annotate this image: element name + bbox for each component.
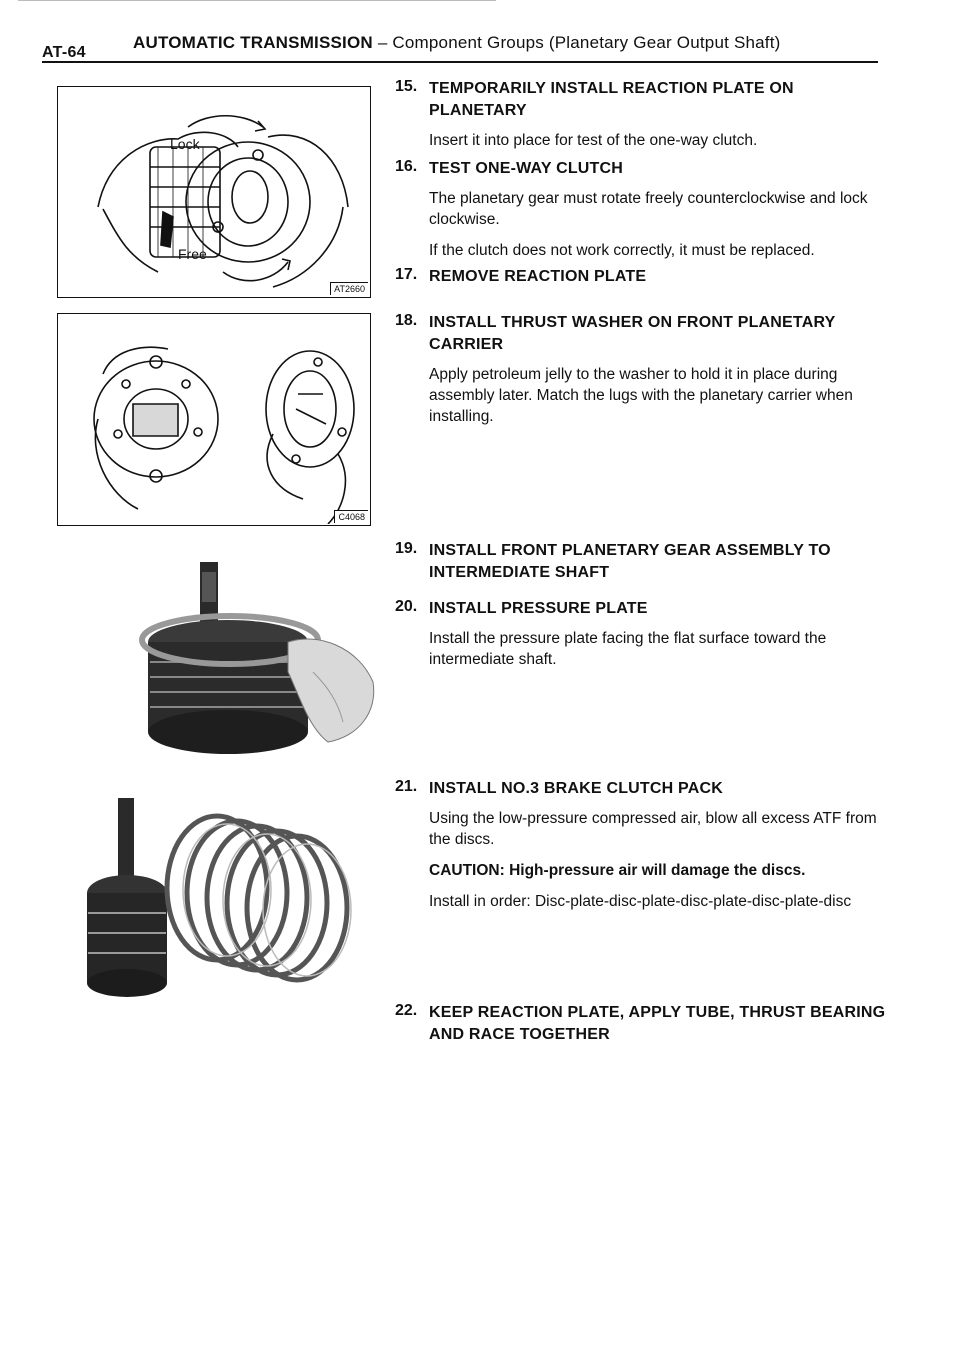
step-text: The planetary gear must rotate freely counterclockwise and lock clockwise. bbox=[429, 190, 868, 228]
header-title bbox=[133, 33, 781, 53]
caution-note bbox=[429, 860, 895, 881]
step-text: Insert it into place for test of the one-way clutch. bbox=[429, 132, 758, 149]
step-body bbox=[429, 364, 895, 427]
step-body bbox=[429, 808, 895, 912]
step-title: INSTALL PRESSURE PLATE bbox=[429, 600, 648, 617]
page-code: AT-64 bbox=[42, 44, 86, 61]
step-title: TEST ONE-WAY CLUTCH bbox=[429, 160, 624, 177]
header-subtitle: – Component Groups (Planetary Gear Output Shaft) bbox=[377, 33, 781, 52]
step-number: 17. bbox=[395, 266, 418, 283]
step-number: 15. bbox=[395, 78, 418, 95]
step-17 bbox=[395, 266, 895, 288]
label-free: Free bbox=[178, 246, 207, 262]
figure-pressure-plate-photo bbox=[138, 552, 380, 764]
figure-code: C4068 bbox=[334, 510, 368, 523]
caution-text: High-pressure air will damage the discs. bbox=[509, 862, 806, 879]
caution-label: CAUTION: bbox=[429, 862, 505, 879]
step-title: KEEP REACTION PLATE, APPLY TUBE, THRUST BEARING AND RACE TOGETHER bbox=[429, 1004, 886, 1043]
thrust-washer-illustration bbox=[58, 314, 369, 524]
pressure-plate-photo bbox=[138, 552, 380, 764]
figure-code: AT2660 bbox=[330, 282, 368, 295]
header-rule bbox=[42, 61, 878, 63]
step-18 bbox=[395, 312, 895, 437]
step-number: 22. bbox=[395, 1002, 418, 1019]
clutch-pack-photo bbox=[82, 788, 380, 998]
step-title: INSTALL THRUST WASHER ON FRONT PLANETARY CARRIER bbox=[429, 314, 836, 353]
step-title: INSTALL NO.3 BRAKE CLUTCH PACK bbox=[429, 780, 723, 797]
clutch-test-illustration bbox=[58, 87, 369, 296]
step-number: 20. bbox=[395, 598, 418, 615]
step-body bbox=[429, 130, 895, 151]
step-title: INSTALL FRONT PLANETARY GEAR ASSEMBLY TO INTERMEDIATE SHAFT bbox=[429, 542, 831, 581]
step-text: Install the pressure plate facing the flat surface toward the intermediate shaft. bbox=[429, 630, 827, 668]
step-16 bbox=[395, 158, 895, 271]
step-19 bbox=[395, 540, 895, 584]
step-21 bbox=[395, 778, 895, 922]
page-header bbox=[0, 0, 960, 70]
step-title: TEMPORARILY INSTALL REACTION PLATE ON PLANETARY bbox=[429, 80, 794, 119]
step-title: REMOVE REACTION PLATE bbox=[429, 268, 647, 285]
header-title-main: AUTOMATIC TRANSMISSION bbox=[133, 33, 373, 52]
step-text: Using the low-pressure compressed air, blow all excess ATF from the discs. bbox=[429, 810, 877, 848]
step-number: 21. bbox=[395, 778, 418, 795]
top-edge-line bbox=[18, 0, 496, 1]
step-body bbox=[429, 628, 895, 670]
step-number: 16. bbox=[395, 158, 418, 175]
step-20 bbox=[395, 598, 895, 680]
step-number: 19. bbox=[395, 540, 418, 557]
step-text: Install in order: Disc-plate-disc-plate-disc-plate-disc-plate-disc bbox=[429, 893, 852, 910]
figure-thrust-washer bbox=[57, 313, 371, 526]
label-lock: Lock bbox=[170, 136, 200, 152]
step-22 bbox=[395, 1002, 895, 1046]
figure-one-way-clutch-test bbox=[57, 86, 371, 298]
step-text: Apply petroleum jelly to the washer to hold it in place during assembly later. Match the lugs with the planetary carrier when installing. bbox=[429, 366, 853, 425]
step-15 bbox=[395, 78, 895, 161]
step-number: 18. bbox=[395, 312, 418, 329]
figure-clutch-pack-photo bbox=[82, 788, 380, 998]
step-body bbox=[429, 188, 895, 261]
step-text: If the clutch does not work correctly, it must be replaced. bbox=[429, 242, 815, 259]
